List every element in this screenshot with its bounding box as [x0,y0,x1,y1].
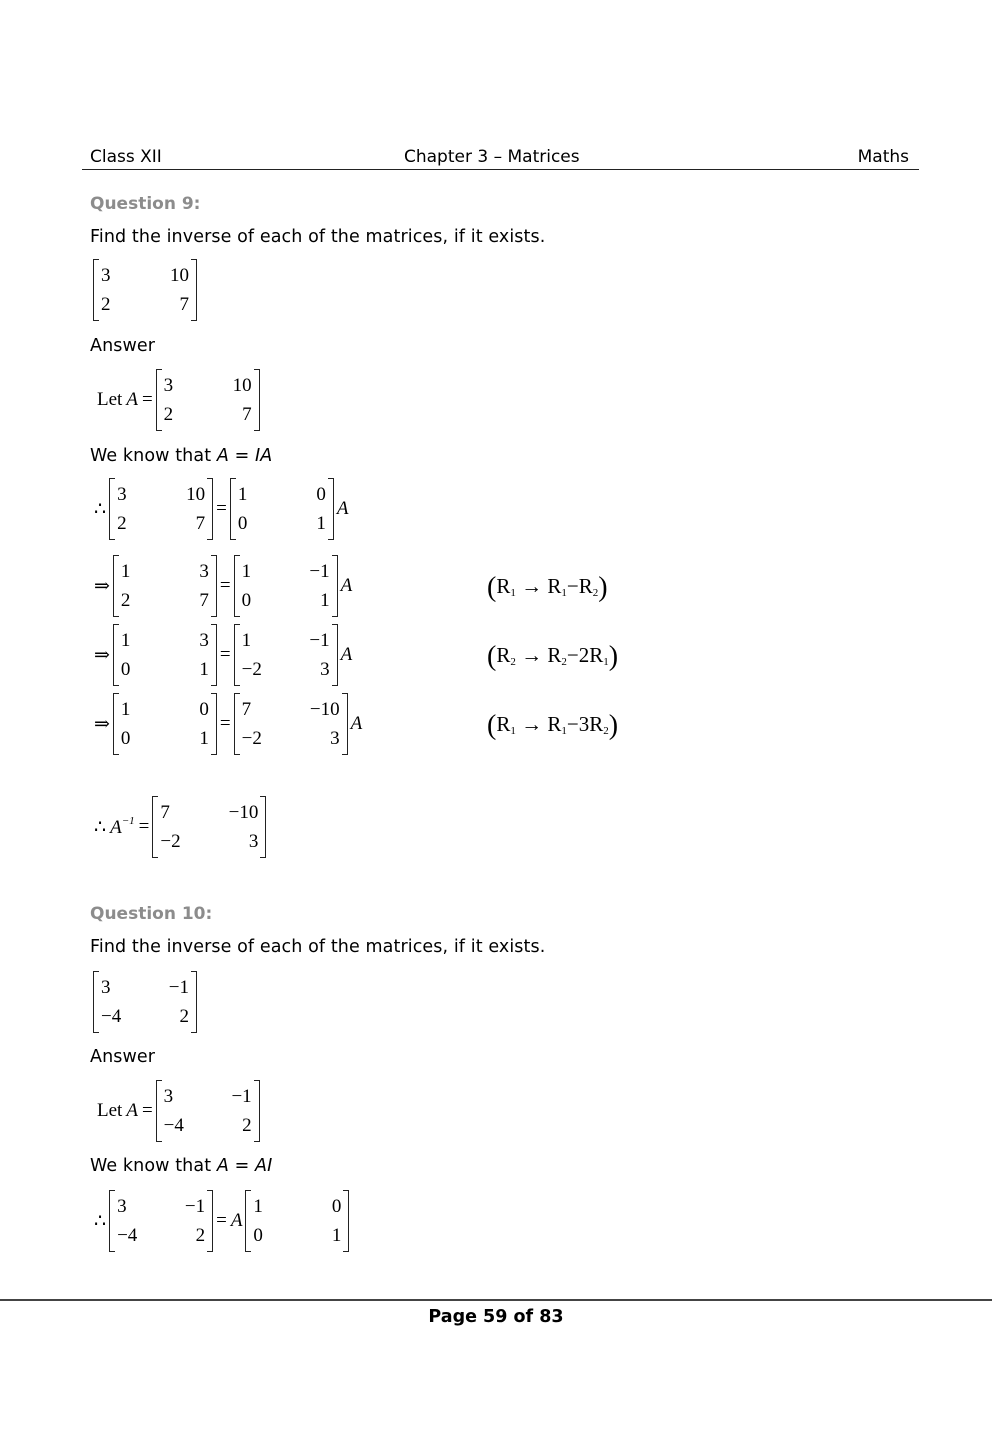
matrix: 3 10 2 7 [156,371,260,429]
header-subject: Maths [857,147,909,167]
page-number: Page 59 of 83 [428,1307,564,1327]
matrix: 1 0 0 1 [230,480,334,538]
row-operation-3: $(R_1 \to R_1-3R_2)$ [487,710,619,741]
matrix: 1 3 0 1 [113,626,217,684]
let-a-9: Let A = 3 10 2 7 [95,368,261,432]
we-know-9: We know that A = IA [90,446,273,466]
let-a-10: Let A = 3 −1 −4 2 [95,1079,261,1143]
inverse-result-9: ∴ $A^{-1}$ = 7 −10 −2 3 [92,795,267,859]
footer-divider [0,1299,992,1301]
step-0: ∴ 3 10 2 7 = 1 0 0 1 A [92,477,350,541]
matrix: 1 −1 −2 3 [234,626,338,684]
matrix: 3 10 2 7 [93,261,197,319]
matrix: 3 10 2 7 [109,480,213,538]
header-divider [82,169,919,170]
matrix: 1 −1 0 1 [234,557,338,615]
matrix: 3 −1 −4 2 [156,1082,260,1140]
header-class: Class XII [90,147,162,167]
question-10-title: Question 10: [90,904,213,924]
matrix: 1 0 0 1 [245,1192,349,1250]
question-10-matrix [92,970,198,1034]
matrix: 3 −1 −4 2 [109,1192,213,1250]
step-2: ⇒ 1 3 0 1 = 1 −1 −2 3 A [92,623,354,687]
step-3: ⇒ 1 0 0 1 = 7 −10 −2 3 A [92,692,364,756]
question-9-matrix [92,258,198,322]
question-9-title: Question 9: [90,194,201,214]
question-9-prompt: Find the inverse of each of the matrices, if it exists. [90,227,546,247]
row-operation-1: $(R_1 \to R_1-R_2)$ [487,572,608,603]
row-operation-2: $(R_2 \to R_2-2R_1)$ [487,641,619,672]
step-1: ⇒ 1 3 2 7 = 1 −1 0 1 A [92,554,354,618]
step-10-1: ∴ 3 −1 −4 2 = A 1 0 0 1 [92,1189,350,1253]
matrix: 1 0 0 1 [113,695,217,753]
matrix: 7 −10 −2 3 [152,798,266,856]
answer-label-10: Answer [90,1047,156,1067]
matrix: 7 −10 −2 3 [234,695,348,753]
matrix: 3 −1 −4 2 [93,973,197,1031]
header-chapter: Chapter 3 – Matrices [404,147,580,167]
answer-label-9: Answer [90,336,156,356]
question-10-prompt: Find the inverse of each of the matrices, if it exists. [90,937,546,957]
matrix: 1 3 2 7 [113,557,217,615]
page-header [90,147,909,167]
we-know-10: We know that A = AI [90,1156,273,1176]
